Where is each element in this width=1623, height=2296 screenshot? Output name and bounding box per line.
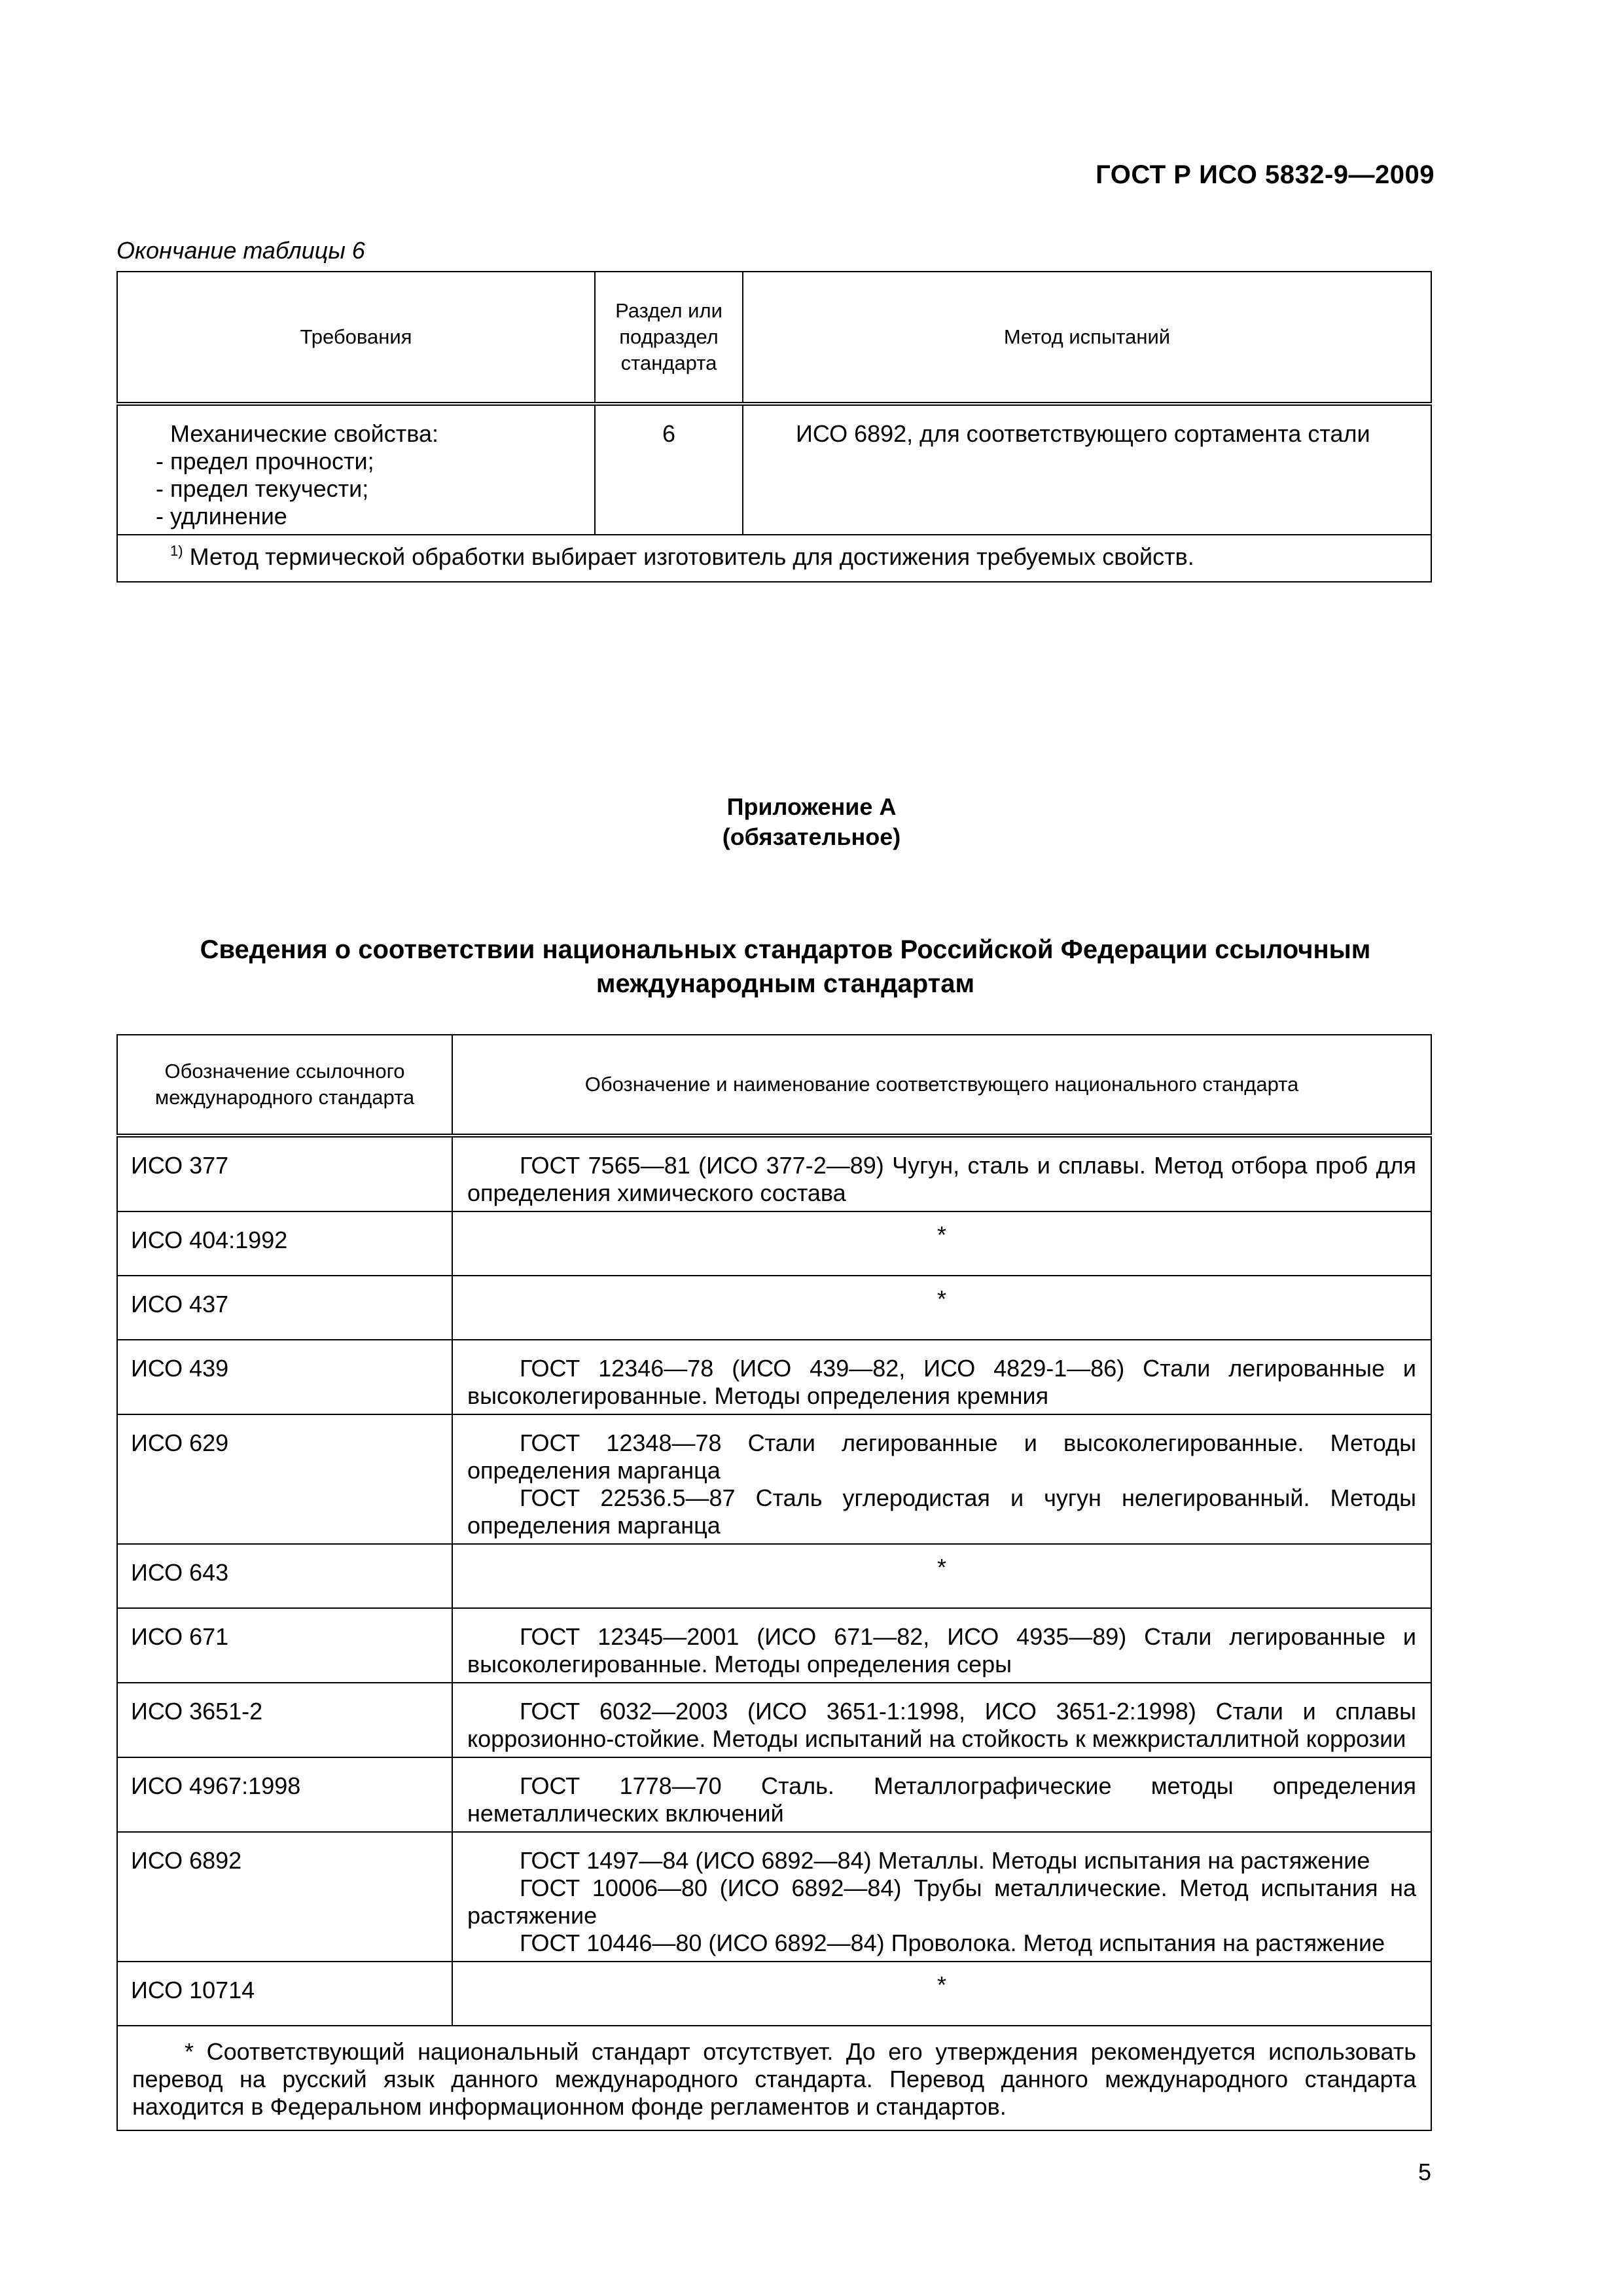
national-standard-entry: ГОСТ 1778—70 Сталь. Металлографические методы определения неметаллических включений (467, 1772, 1416, 1827)
header-requirements: Требования (117, 272, 595, 404)
iso-standard-cell: ИСО 6892 (117, 1832, 452, 1962)
national-standard-cell (452, 1340, 1431, 1414)
appendix-title: Сведения о соответствии национальных стандартов Российской Федерации ссылочным международным стандартам (200, 935, 1371, 998)
table-row (117, 1962, 1431, 2026)
table-footnote-row (117, 535, 1431, 582)
national-standard-entry: ГОСТ 12346—78 (ИСО 439—82, ИСО 4829-1—86) Стали легированные и высоколегированные. Методы определения кремния (467, 1355, 1416, 1409)
header-national-standard: Обозначение и наименование соответствующего национального стандарта (452, 1035, 1431, 1136)
table-row (117, 1276, 1431, 1340)
table-caption: Окончание таблицы 6 (116, 237, 365, 264)
iso-standard-cell: ИСО 377 (117, 1136, 452, 1211)
table-row (117, 1414, 1431, 1544)
requirement-line: - удлинение (156, 503, 287, 529)
national-standard-cell (452, 1757, 1431, 1832)
requirement-line: - предел текучести; (156, 475, 369, 502)
national-standard-cell (452, 1136, 1431, 1211)
table-row (117, 1544, 1431, 1608)
iso-standard-cell: ИСО 439 (117, 1340, 452, 1414)
iso-standard-cell: ИСО 437 (117, 1276, 452, 1340)
page-number: 5 (1418, 2159, 1431, 2185)
table-row (117, 1608, 1431, 1683)
table-footnote (117, 2026, 1431, 2130)
section-cell: 6 (595, 404, 743, 535)
table-row (117, 1683, 1431, 1757)
header-section: Раздел или подраздел стандарта (595, 272, 743, 404)
national-standard-cell: * (452, 1544, 1431, 1608)
national-standard-cell (452, 1683, 1431, 1757)
header-iso-standard: Обозначение ссылочного международного стандарта (117, 1035, 452, 1136)
national-standard-entry: ГОСТ 12348—78 Стали легированные и высоколегированные. Методы определения марганца (467, 1429, 1416, 1484)
national-standard-entry: ГОСТ 10446—80 (ИСО 6892—84) Проволока. Метод испытания на растяжение (520, 1929, 1385, 1956)
national-standard-cell: * (452, 1276, 1431, 1340)
iso-standard-cell: ИСО 643 (117, 1544, 452, 1608)
national-standard-entry: ГОСТ 1497—84 (ИСО 6892—84) Металлы. Методы испытания на растяжение (520, 1847, 1370, 1874)
iso-standard-cell: ИСО 671 (117, 1608, 452, 1683)
table-footnote-row (117, 2026, 1431, 2130)
appendix-status: (обязательное) (722, 823, 901, 850)
national-standard-entry: ГОСТ 10006—80 (ИСО 6892—84) Трубы металлические. Метод испытания на растяжение (467, 1874, 1416, 1929)
footnote-text: * Соответствующий национальный стандарт отсутствует. До его утверждения рекомендуется использовать перевод на русский язык данного международного стандарта. Перевод данного международного стандарта находится в Федеральном информационном фонде регламентов и стандартов. (132, 2038, 1416, 2120)
national-standard-entry: ГОСТ 22536.5—87 Сталь углеродистая и чугун нелегированный. Методы определения марганца (467, 1484, 1416, 1539)
requirement-line: - предел прочности; (156, 448, 374, 475)
document-code: ГОСТ Р ИСО 5832-9—2009 (1096, 160, 1435, 189)
table-row (117, 1340, 1431, 1414)
header-test-method: Метод испытаний (743, 272, 1431, 404)
requirements-cell (117, 404, 595, 535)
national-standard-cell (452, 1608, 1431, 1683)
iso-standard-cell: ИСО 629 (117, 1414, 452, 1544)
appendix-label: Приложение А (726, 793, 897, 820)
national-standard-cell (452, 1414, 1431, 1544)
method-cell: ИСО 6892, для соответствующего сортамента стали (743, 404, 1431, 535)
national-standard-cell: * (452, 1211, 1431, 1276)
requirement-line: Механические свойства: (170, 420, 438, 447)
table-row (117, 404, 1431, 535)
table-row (117, 1757, 1431, 1832)
national-standard-cell: * (452, 1962, 1431, 2026)
table-appendix-a (116, 1034, 1432, 2131)
footnote-text: Метод термической обработки выбирает изготовитель для достижения требуемых свойств. (189, 543, 1194, 570)
iso-standard-cell: ИСО 4967:1998 (117, 1757, 452, 1832)
iso-standard-cell: ИСО 3651-2 (117, 1683, 452, 1757)
table-row (117, 1211, 1431, 1276)
iso-standard-cell: ИСО 10714 (117, 1962, 452, 2026)
table-row (117, 1832, 1431, 1962)
table-footnote (117, 535, 1431, 582)
national-standard-cell (452, 1832, 1431, 1962)
table-6 (116, 271, 1432, 583)
national-standard-entry: ГОСТ 12345—2001 (ИСО 671—82, ИСО 4935—89) Стали легированные и высоколегированные. Методы определения серы (467, 1623, 1416, 1677)
national-standard-entry: ГОСТ 7565—81 (ИСО 377-2—89) Чугун, сталь и сплавы. Метод отбора проб для определения химического состава (467, 1152, 1416, 1206)
footnote-mark: 1) (170, 543, 183, 559)
iso-standard-cell: ИСО 404:1992 (117, 1211, 452, 1276)
national-standard-entry: ГОСТ 6032—2003 (ИСО 3651-1:1998, ИСО 3651-2:1998) Стали и сплавы коррозионно-стойкие. Методы испытаний на стойкость к межкристаллитной коррозии (467, 1698, 1416, 1752)
table-row (117, 1136, 1431, 1211)
